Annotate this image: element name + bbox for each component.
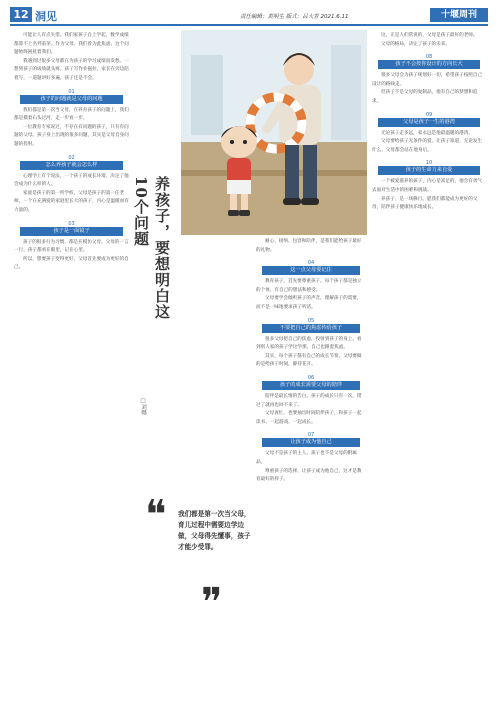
paragraph: 很多父母会为孩子规划好一切，希望孩子按照自己设计的路线走。 — [372, 73, 483, 87]
subheading-number: 04 — [307, 260, 315, 267]
paragraph: 父母要给孩子无条件的爱，让孩子知道，无论发生什么，父母都会站在他身后。 — [372, 139, 483, 153]
cartoon-illustration — [181, 30, 367, 235]
close-quote-icon: ❞ — [201, 580, 223, 626]
subheading-number: 02 — [68, 154, 75, 161]
page-number: 12 — [10, 7, 32, 22]
paragraph: 家庭是孩子的第一所学校，父母是孩子的第一任老师。一个在充满爱的家庭里长大的孩子，内心是温暖而有力量的。 — [14, 190, 129, 213]
paragraph: 父母要学会倾听孩子的声音，理解孩子的需要，而不是一味地要求孩子听话。 — [256, 296, 362, 310]
subheading-number: 01 — [68, 88, 75, 95]
subheading-9 — [372, 112, 486, 127]
subheading-number: 08 — [425, 54, 433, 61]
paragraph: 无论孩子走多远，家永远是他最温暖的港湾。 — [381, 130, 473, 136]
paragraph: 我遇到过很多父母都在为孩子的学习成绩而发愁。一想到孩子的成绩就头疼，孩子写作业拖拉，家长在旁边陪着写，一道题讲好多遍，孩子还是不会。 — [14, 58, 129, 81]
subheading-7 — [256, 432, 366, 447]
subheading-title: 孩子不会按你设计的方向长大 — [378, 60, 480, 69]
paragraph: 尊重孩子的选择，让孩子成为他自己，这才是教育最好的样子。 — [256, 468, 362, 483]
paragraph: 但孩子不是父母的复制品，他有自己的梦想和追求。 — [372, 90, 478, 104]
article-title: 养孩子，要想明白这10个问题 — [132, 176, 171, 320]
illustration-graphic — [181, 30, 367, 235]
subheading-title: 孩子的问题就是父母的问题 — [20, 95, 123, 104]
subheading-8 — [372, 54, 486, 69]
paragraph: 养孩子，是一场修行。愿我们都能成为更好的父母，陪伴孩子健康快乐地成长。 — [372, 196, 478, 211]
subheading-1 — [14, 89, 129, 104]
article-byline: □刘娜 — [140, 398, 146, 415]
text-column-1 — [14, 32, 129, 692]
paragraph: 父母的格局，决定了孩子的未来。 — [381, 41, 450, 47]
paragraph: 陪伴是最长情的告白。孩子的成长只有一次，错过了就再也回不来了。 — [256, 393, 362, 408]
subheading-title: 孩子的成长需要父母的陪伴 — [262, 381, 360, 390]
subheading-number: 06 — [307, 374, 315, 381]
subheading-title: 让孩子成为他自己 — [262, 438, 360, 447]
pull-quote-text: 我们都是第一次当父母，育儿过程中需要边学边做，父母得先懂事，孩子才能少受罪。 — [178, 510, 251, 551]
subheading-6 — [256, 375, 366, 390]
paragraph: 孩子的很多行为习惯，都是在模仿父母。父母的一言一行，孩子都看在眼里，记在心里。 — [14, 239, 129, 254]
text-column-4 — [372, 32, 486, 692]
paragraph: 父母再忙，也要抽出时间陪伴孩子，和孩子一起读书、一起游戏、一起成长。 — [256, 411, 362, 425]
subheading-3 — [14, 221, 129, 236]
paragraph: 其实，每个孩子都有自己的成长节奏，父母要做的是给孩子时间，静待花开。 — [256, 353, 362, 368]
section-title: 洞见 — [35, 10, 57, 23]
header-rule — [10, 24, 488, 26]
editor-credits: 责任编辑：黄明生 版式：吕大芳 2021.6.11 — [240, 14, 349, 20]
paragraph: 一位教育专家说过，不存在有问题的孩子，只有有问题的父母。孩子身上出现的很多问题，其实是父母自身问题的投射。 — [14, 124, 129, 147]
subheading-2 — [14, 155, 129, 170]
newspaper-logo: 十堰周刊 — [430, 8, 488, 22]
paragraph: 所以，想要孩子变得更好，父母首先要成为更好的自己。 — [14, 256, 129, 271]
subheading-title: 这一点父母要记住 — [262, 266, 360, 275]
pull-quote — [141, 492, 251, 626]
subheading-title: 怎么养孩子就会怎么样 — [20, 161, 123, 170]
paragraph: 心理学上有个说法，一个孩子的成长环境，决定了他会成为什么样的人。 — [14, 173, 129, 188]
subheading-number: 09 — [425, 111, 433, 118]
subheading-number: 07 — [307, 432, 315, 439]
paragraph: 这，正是人们常说的，父母是孩子最好的老师。 — [381, 33, 478, 38]
subheading-title: 孩子的生命力来自爱 — [378, 166, 480, 175]
page-header — [0, 0, 498, 26]
paragraph: 可能让人有点失望。我们家孩子自上学起，数学成绩都算不上名列前茅。作为父母，我们曾为此焦虑，这个问题始终困扰着我们。 — [14, 33, 129, 56]
paragraph: 耐心、接纳、包容和陪伴，是我们能给孩子最好的礼物。 — [256, 239, 362, 253]
paragraph: 父母不是孩子的主人，孩子也不是父母的附属品。 — [256, 451, 357, 465]
paragraph: 一个被爱滋养的孩子，内心是富足的，他会有勇气去面对生活中的困难和挑战。 — [372, 179, 483, 193]
subheading-title: 父母是孩子一生的港湾 — [378, 118, 480, 127]
subheading-10 — [372, 160, 486, 175]
subheading-number: 10 — [425, 160, 433, 167]
paragraph: 我们都是第一次当父母，在养育孩子的问题上，我们都是摸着石头过河，走一步看一步。 — [14, 107, 129, 122]
subheading-number: 03 — [68, 220, 75, 227]
paragraph: 教育孩子，首先要尊重孩子。每个孩子都是独立的个体，有自己的想法和感受。 — [256, 279, 362, 293]
paragraph: 很多父母把自己的焦虑，投射到孩子的身上。看到别人家的孩子学这学那，自己也跟着焦虑。 — [256, 336, 362, 351]
open-quote-icon: ❝ — [145, 492, 167, 538]
subheading-title: 孩子是一面镜子 — [20, 227, 123, 236]
subheading-5 — [256, 318, 366, 333]
text-column-3 — [256, 238, 366, 693]
subheading-4 — [256, 260, 366, 275]
subheading-number: 05 — [307, 317, 315, 324]
subheading-title: 不要把自己的焦虑传给孩子 — [262, 324, 360, 333]
